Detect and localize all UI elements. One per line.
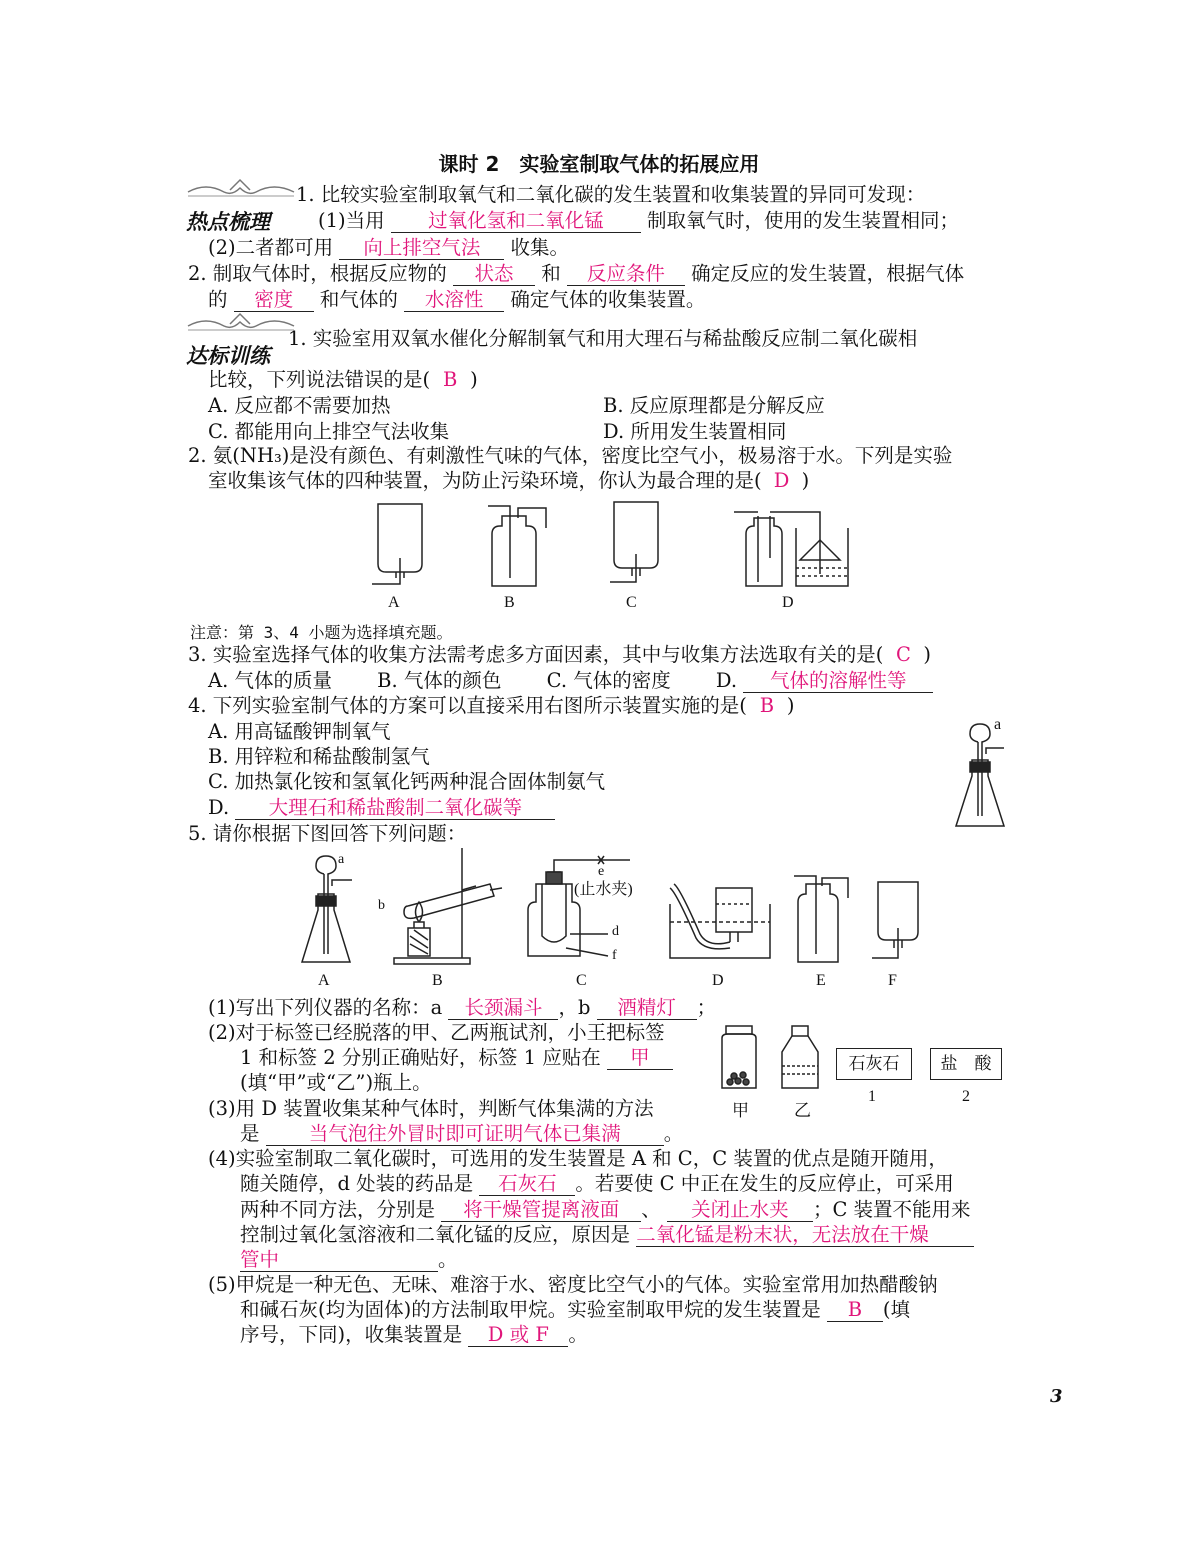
choice-answer: B — [759, 694, 775, 717]
text: 、 — [641, 1198, 661, 1221]
page-title: 课时 2 实验室制取气体的拓展应用 — [438, 152, 760, 176]
train-q5-4b — [240, 1171, 954, 1197]
text: 。 — [438, 1248, 458, 1271]
section-label-train: 达标训练 — [186, 344, 270, 368]
train-q5-4a: (4)实验室制取二氧化碳时，可选用的发生装置是 A 和 C，C 装置的优点是随开随用， — [208, 1147, 948, 1170]
hot-q2-line2 — [208, 287, 705, 313]
answer-blank: 向上排空气法 — [339, 237, 504, 260]
answer-blank: 管中 — [240, 1249, 438, 1272]
figure-label-clip: (止水夹) — [574, 881, 633, 898]
text: D. — [208, 796, 230, 819]
train-q5-3b — [240, 1121, 683, 1147]
train-q1-optA: A. 反应都不需要加热 — [208, 394, 391, 417]
train-q5-5a: (5)甲烷是一种无色、无味、难溶于水、密度比空气小的气体。实验室常用加热醋酸钠 — [208, 1273, 938, 1296]
figure-label-D: D — [782, 594, 794, 611]
text: 序号，下同)，收集装置是 — [240, 1323, 463, 1346]
answer-blank: 甲 — [607, 1047, 673, 1070]
jar-label-jia: 甲 — [732, 1101, 749, 1120]
text: 。若要使 C 中正在发生的反应停止，可采用 — [575, 1172, 954, 1195]
text: ) — [801, 469, 810, 492]
figure-label-A: A — [388, 594, 400, 611]
train-q5-4e — [240, 1247, 458, 1273]
hot-q1-line3 — [208, 235, 569, 261]
train-q5-2a: (2)对于标签已经脱落的甲、乙两瓶试剂，小王把标签 — [208, 1021, 665, 1044]
choice-answer: C — [895, 643, 911, 666]
train-q1-optB: B. 反应原理都是分解反应 — [603, 394, 825, 417]
train-q4-optB: B. 用锌粒和稀盐酸制氢气 — [208, 745, 430, 768]
figure-label-A: A — [318, 972, 330, 989]
text: ) — [786, 694, 795, 717]
figure-label-C: C — [576, 972, 587, 989]
section-label-hot: 热点梳理 — [186, 210, 270, 234]
text: 4. 下列实验室制气体的方案可以直接采用右图所示装置实施的是( — [188, 694, 747, 717]
choice-answer: B — [442, 368, 458, 391]
figure-label-B: B — [432, 972, 443, 989]
train-q2-line1: 2. 氨(NH₃)是没有颜色、有刺激性气味的气体，密度比空气小，极易溶于水。下列是实验 — [188, 444, 953, 467]
ornament-icon — [186, 178, 298, 200]
train-q4-optD — [208, 795, 555, 821]
answer-blank: 气体的溶解性等 — [743, 670, 933, 693]
train-q5-3a: (3)用 D 装置收集某种气体时，判断气体集满的方法 — [208, 1097, 654, 1120]
train-q1-optC: C. 都能用向上排空气法收集 — [208, 420, 450, 443]
reagent-jars-figure — [716, 1022, 826, 1092]
text: 比较，下列说法错误的是( — [208, 368, 431, 391]
jar-label-yi: 乙 — [794, 1101, 811, 1120]
text: 3. 实验室选择气体的收集方法需考虑多方面因素，其中与收集方法选取有关的是( — [188, 643, 884, 666]
figure-label-d: d — [612, 924, 619, 939]
text: ) — [923, 643, 932, 666]
text: 收集。 — [510, 236, 570, 259]
figure-label-D: D — [712, 972, 724, 989]
figure-label-e: e — [598, 864, 605, 879]
train-q5-2b — [240, 1045, 673, 1071]
text: 确定气体的收集装置。 — [510, 288, 706, 311]
text: 和气体的 — [319, 288, 398, 311]
note: 注意：第 3、4 小题为选择填充题。 — [190, 623, 453, 642]
answer-blank: 反应条件 — [567, 263, 685, 286]
text: 随关随停，d 处装的药品是 — [240, 1172, 474, 1195]
tag-number-2: 2 — [962, 1088, 970, 1105]
choice-answer: D — [773, 469, 790, 492]
text: ) — [470, 368, 478, 391]
text: A. 气体的质量 B. 气体的颜色 C. 气体的密度 D. — [208, 669, 738, 692]
figure-label-F: F — [888, 972, 897, 989]
section-header-hot — [186, 178, 296, 236]
text: 。 — [568, 1323, 588, 1346]
figure-label-a: a — [338, 852, 345, 867]
answer-blank: 当气泡往外冒时即可证明气体已集满 — [266, 1123, 664, 1146]
train-q5-head: 5. 请你根据下图回答下列问题： — [188, 822, 467, 845]
answer-blank: 酒精灯 — [597, 997, 697, 1020]
answer-blank: 水溶性 — [404, 289, 504, 312]
section-header-train — [186, 312, 296, 370]
text: 控制过氧化氢溶液和二氧化锰的反应，原因是 — [240, 1223, 631, 1246]
text: (2)二者都可用 — [208, 236, 334, 259]
figure-label-f: f — [612, 948, 617, 963]
train-q5-4c — [240, 1197, 971, 1223]
figure-label-C: C — [626, 594, 637, 611]
train-q5-5b — [240, 1297, 910, 1323]
train-q1-line2 — [208, 367, 478, 393]
answer-blank: 过氧化氢和二氧化锰 — [391, 210, 641, 233]
text: 是 — [240, 1122, 260, 1145]
text: 1 和标签 2 分别正确贴好，标签 1 应贴在 — [240, 1046, 601, 1069]
text: (1)写出下列仪器的名称：a — [208, 996, 443, 1019]
answer-blank: 长颈漏斗 — [448, 997, 558, 1020]
text: ，b — [558, 996, 591, 1019]
answer-blank: 大理石和稀盐酸制二氧化碳等 — [235, 797, 555, 820]
train-q2-line2 — [208, 468, 809, 494]
hot-q2-line1 — [188, 261, 964, 287]
page-number: 3 — [1050, 1386, 1063, 1407]
train-q3-options — [208, 668, 933, 694]
answer-blank: 关闭止水夹 — [667, 1199, 813, 1222]
figure-label-E: E — [816, 972, 826, 989]
answer-blank: 石灰石 — [479, 1173, 575, 1196]
ornament-icon — [186, 312, 298, 334]
answer-blank: 状态 — [453, 263, 535, 286]
text: ； — [696, 996, 717, 1019]
answer-blank: 将干燥管提离液面 — [441, 1199, 641, 1222]
text: (1)当用 — [318, 209, 385, 232]
train-q4-optA: A. 用高锰酸钾制氧气 — [208, 720, 391, 743]
text: 和 — [541, 262, 561, 285]
hot-q1-line2 — [318, 208, 959, 234]
answer-blank: 二氧化锰是粉末状，无法放在干燥 — [636, 1224, 974, 1247]
ammonia-collection-figure — [360, 498, 860, 598]
train-q5-4d — [240, 1222, 974, 1248]
train-q5-2c: (填“甲”或“乙”)瓶上。 — [240, 1071, 432, 1094]
text: 制取氧气时，使用的发生装置相同； — [647, 209, 960, 232]
train-q4-line1 — [188, 693, 795, 719]
train-q3-line1 — [188, 642, 931, 668]
train-q5-1 — [208, 995, 716, 1021]
figure-label-a: a — [994, 716, 1002, 733]
text: 的 — [208, 288, 228, 311]
figure-label-b: b — [378, 898, 385, 913]
train-q4-optC: C. 加热氯化铵和氢氧化钙两种混合固体制氨气 — [208, 770, 606, 793]
text: 确定反应的发生装置，根据气体 — [691, 262, 965, 285]
answer-blank: D 或 F — [468, 1324, 568, 1347]
text: 。 — [663, 1122, 684, 1145]
tag-2: 盐 酸 — [930, 1048, 1002, 1080]
text: ；C 装置不能用来 — [812, 1198, 971, 1221]
text: (填 — [882, 1298, 911, 1321]
train-q1-line1: 1. 实验室用双氧水催化分解制氧气和用大理石与稀盐酸反应制二氧化碳相 — [288, 327, 918, 350]
answer-blank: 密度 — [234, 289, 314, 312]
text: 2. 制取气体时，根据反应物的 — [188, 262, 447, 285]
hot-q1-line1: 1. 比较实验室制取氧气和二氧化碳的发生装置和收集装置的异同可发现： — [296, 183, 926, 206]
tag-number-1: 1 — [868, 1088, 876, 1105]
answer-blank: B — [827, 1299, 883, 1322]
figure-label-B: B — [504, 594, 515, 611]
train-q1-optD: D. 所用发生装置相同 — [603, 420, 787, 443]
text: 室收集该气体的四种装置，为防止污染环境，你认为最合理的是( — [208, 469, 762, 492]
train-q5-5c — [240, 1322, 588, 1348]
tag-1: 石灰石 — [836, 1048, 912, 1080]
apparatus-figure — [290, 844, 930, 974]
text: 和碱石灰(均为固体)的方法制取甲烷。实验室制取甲烷的发生装置是 — [240, 1298, 821, 1321]
text: 两种不同方法，分别是 — [240, 1198, 436, 1221]
